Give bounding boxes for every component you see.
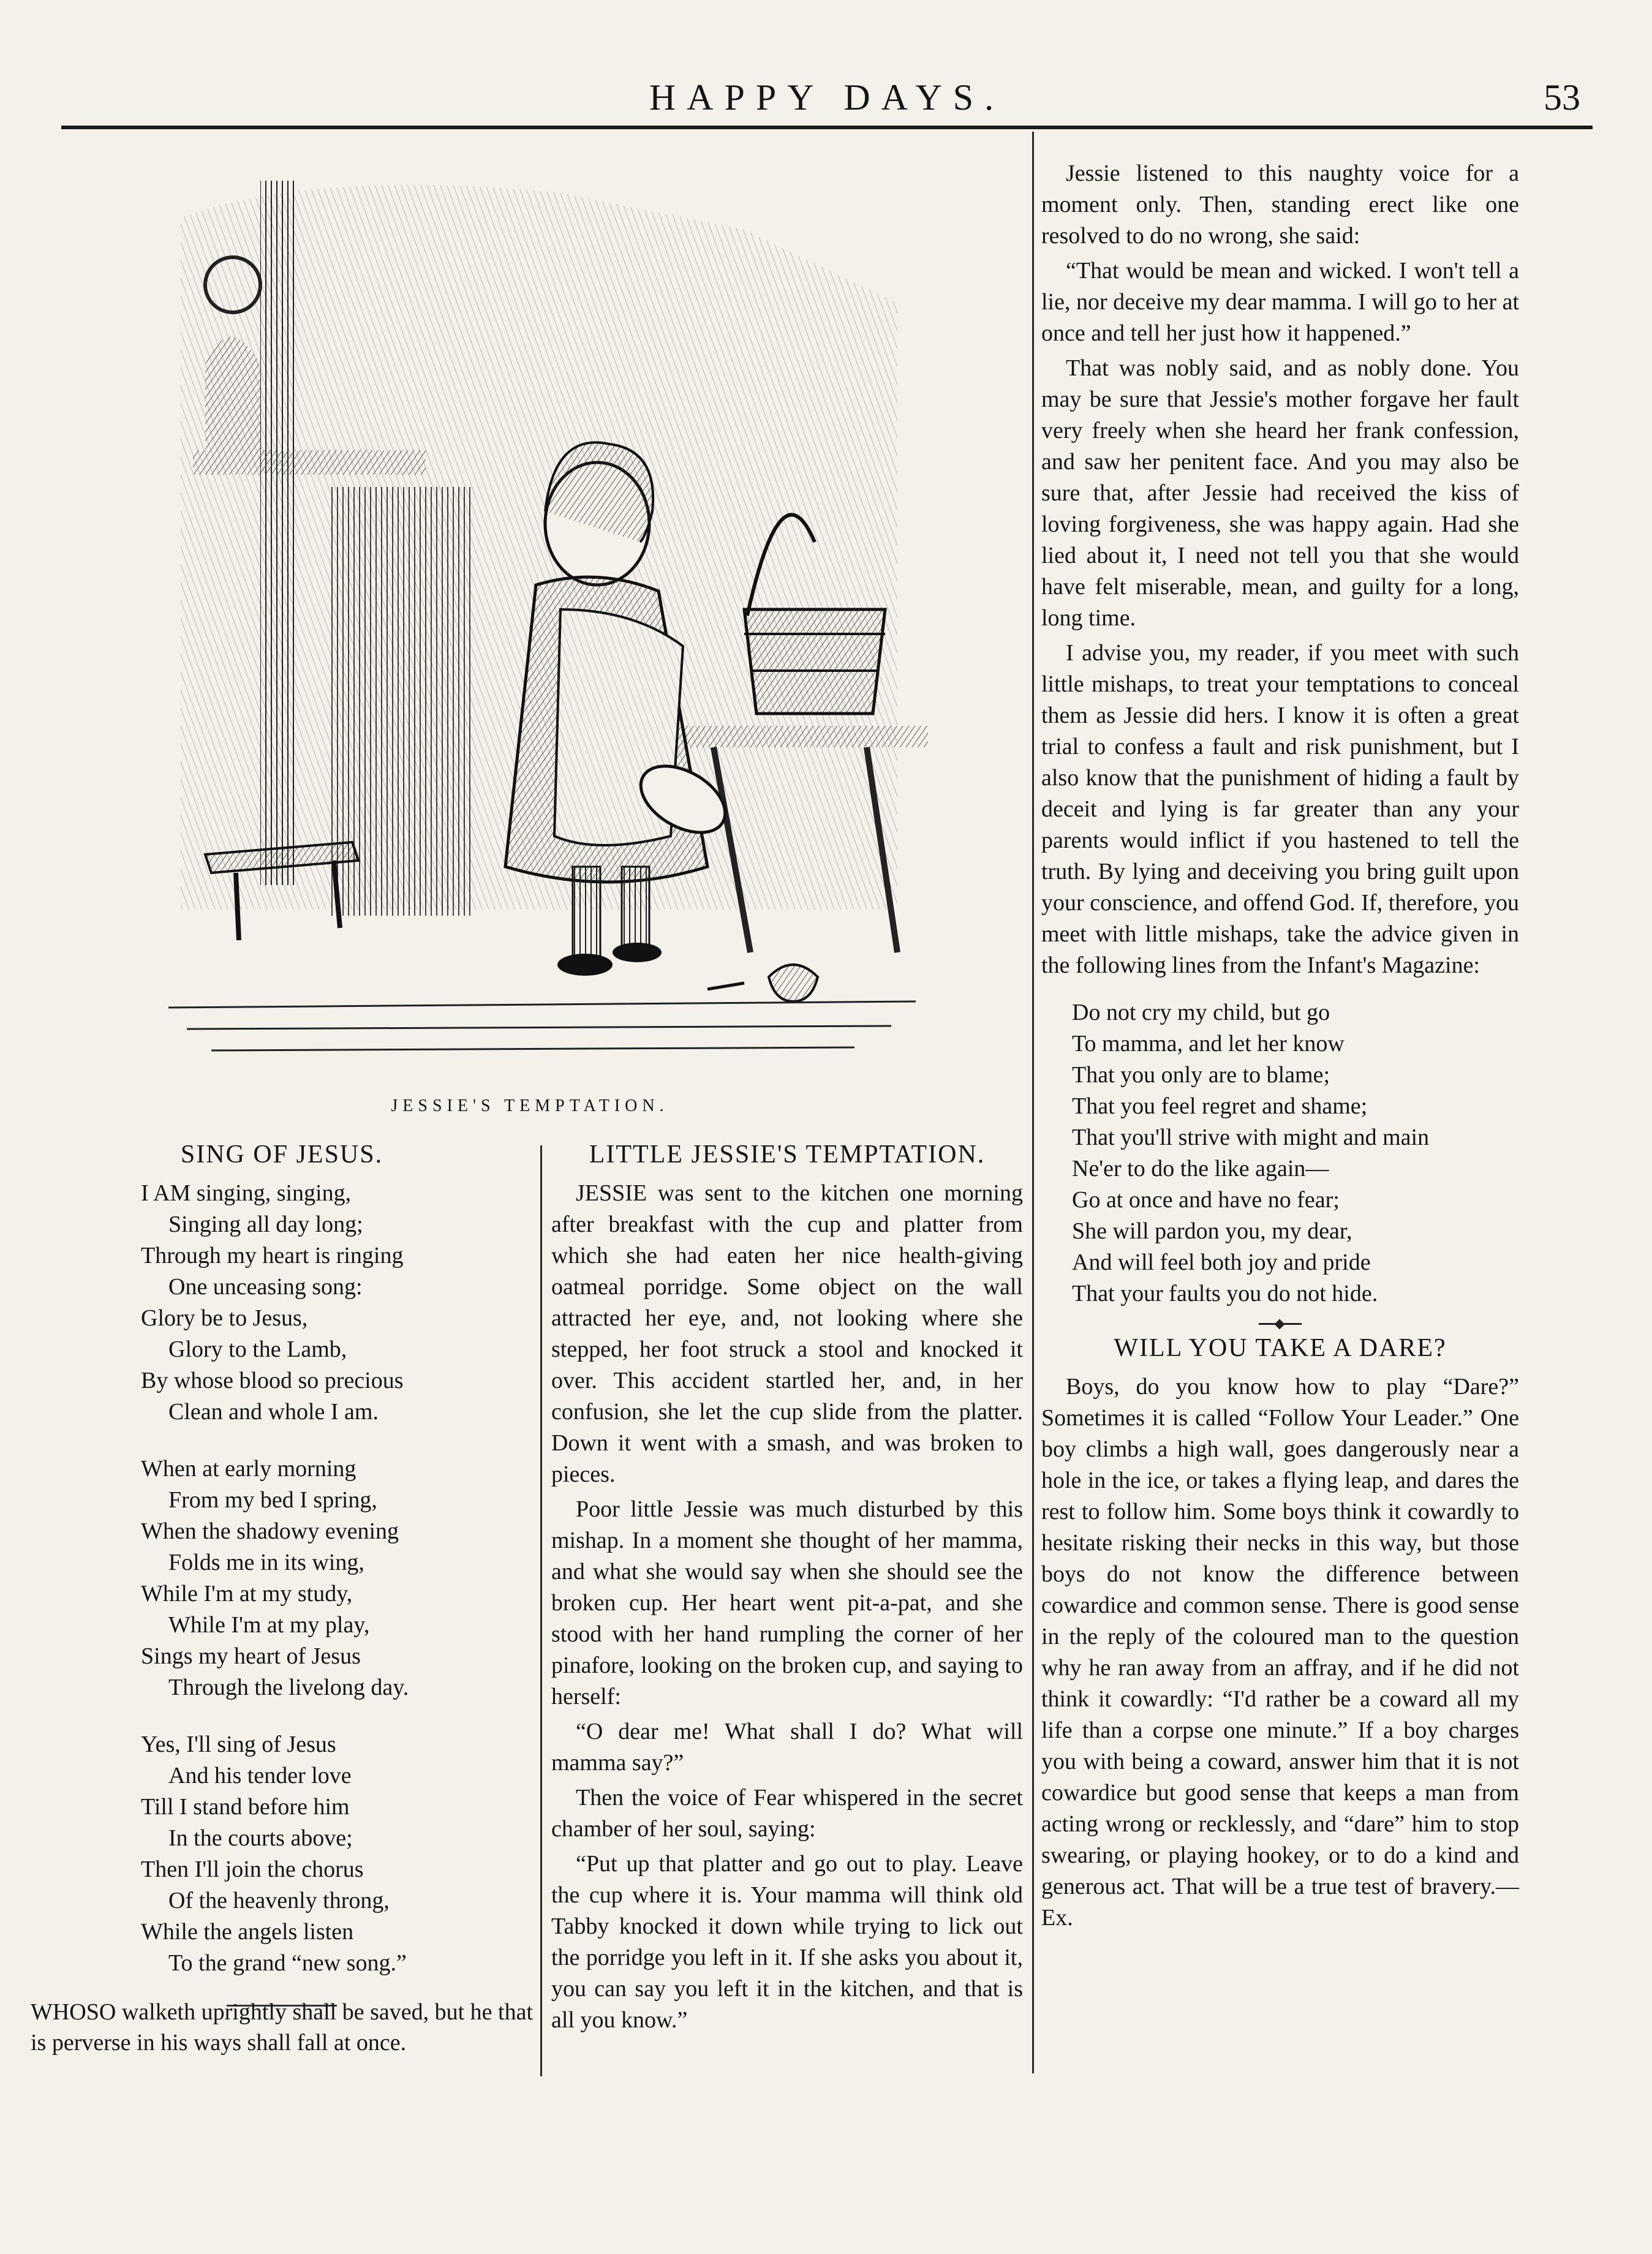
poem-line: To the grand “new song.” xyxy=(168,1950,407,1976)
poem-line: Till I stand before him xyxy=(141,1794,350,1820)
poem-line: That you feel regret and shame; xyxy=(1072,1093,1368,1119)
poem-line: While I'm at my study, xyxy=(141,1581,353,1607)
poem-line: Glory be to Jesus, xyxy=(141,1305,308,1331)
poem-line: And will feel both joy and pride xyxy=(1072,1250,1371,1275)
poem-line: By whose blood so precious xyxy=(141,1368,404,1393)
advice-poem xyxy=(1072,997,1519,1310)
poem-line: Clean and whole I am. xyxy=(168,1399,379,1425)
stanza xyxy=(141,1729,533,1979)
poem-line: That you only are to blame; xyxy=(1072,1062,1330,1088)
page-number: 53 xyxy=(1544,77,1580,118)
section-ornament xyxy=(1259,1321,1302,1327)
poem-line: Ne'er to do the like again— xyxy=(1072,1156,1329,1182)
poem-line: Do not cry my child, but go xyxy=(1072,1000,1330,1025)
article-heading: LITTLE JESSIE'S TEMPTATION. xyxy=(589,1140,986,1169)
poem-line: Sings my heart of Jesus xyxy=(141,1643,361,1669)
poem-line: Go at once and have no fear; xyxy=(1072,1187,1340,1213)
right-column xyxy=(1041,158,1519,1937)
stanza xyxy=(141,1453,533,1703)
poem-line: Through the livelong day. xyxy=(168,1675,409,1700)
column-rule-left xyxy=(540,1145,542,2076)
proverb: WHOSO walketh uprightly shall be saved, but he that is perverse in his ways shall fall at once. xyxy=(31,1999,534,2056)
engraving-illustration xyxy=(132,144,928,1075)
poem-line: Singing all day long; xyxy=(168,1212,363,1237)
poem-heading: SING OF JESUS. xyxy=(180,1140,383,1169)
dare-heading: WILL YOU TAKE A DARE? xyxy=(1114,1334,1447,1362)
paragraph: “Put up that platter and go out to play. Leave the cup where it is. Your mamma will think old Tabby knocked it down while trying to lick out the porridge you left in it. If she asks you about it, you can say you left it in the kitchen, and that is all you know.” xyxy=(551,1851,1023,2033)
stanza xyxy=(141,1178,533,1428)
poem-line: Glory to the Lamb, xyxy=(168,1336,347,1362)
poem-line: When at early morning xyxy=(141,1456,356,1482)
poem-line: Then I'll join the chorus xyxy=(141,1856,364,1882)
column-rule-right xyxy=(1032,132,1034,2073)
middle-column xyxy=(551,1139,1023,2040)
poem-line: When the shadowy evening xyxy=(141,1518,399,1544)
paragraph: “That would be mean and wicked. I won't tell a lie, nor deceive my dear mamma. I will go to her at once and tell her just how it happened.” xyxy=(1041,258,1519,346)
poem-line: Through my heart is ringing xyxy=(141,1243,404,1268)
running-head xyxy=(61,64,1593,126)
poem-line: Folds me in its wing, xyxy=(168,1550,364,1575)
paragraph: “O dear me! What shall I do? What will mamma say?” xyxy=(551,1719,1023,1776)
poem-line: I AM singing, singing, xyxy=(141,1180,352,1206)
sing-of-jesus-poem xyxy=(141,1178,533,1979)
poem-line: That you'll strive with might and main xyxy=(1072,1125,1430,1150)
poem-line: While the angels listen xyxy=(141,1919,354,1945)
paragraph: Jessie listened to this naughty voice for a moment only. Then, standing erect like one resolved to do no wrong, she said: xyxy=(1041,160,1519,249)
poem-line: That your faults you do not hide. xyxy=(1072,1281,1378,1306)
poem-line: Yes, I'll sing of Jesus xyxy=(141,1732,336,1757)
dare-body: Boys, do you know how to play “Dare?” Sometimes it is called “Follow Your Leader.” One boy climbs a high wall, goes dangerously near a hole in the ice, or takes a flying leap, and dares the rest to follow him. Some boys think it cowardly to hesitate risking their necks in this way, but those boys do not know the difference between cowardice and common sense. There is good sense in the reply of the coloured man to the question why he ran away from an affray, and if he did not think it cowardly: “I'd rather be a coward all my life than a corpse one minute.” If a boy charges you with being a coward, answer him that it is not cowardice but good sense that keeps a man from acting wrong or recklessly, and “dare” him to stop swearing, or playing hookey, or to do a kind and generous act. That will be a true test of bravery.—Ex. xyxy=(1041,1374,1519,1931)
poem-line: In the courts above; xyxy=(168,1825,353,1851)
poem-line: One unceasing song: xyxy=(168,1274,363,1300)
magazine-title: HAPPY DAYS. xyxy=(649,77,1005,118)
paragraph: JESSIE was sent to the kitchen one morning after breakfast with the cup and platter from which she had eaten her nice health-giving oatmeal porridge. Some object on the wall attracted her eye, and, not looking where she stepped, her foot struck a stool and knocked it over. This accident startled her, and, in her confusion, she let the cup slide from the platter. Down it went with a smash, and was broken to pieces. xyxy=(551,1180,1023,1487)
poem-line: She will pardon you, my dear, xyxy=(1072,1218,1352,1244)
poem-line: And his tender love xyxy=(168,1763,352,1789)
header-rule xyxy=(61,126,1593,129)
poem-line: From my bed I spring, xyxy=(168,1487,377,1513)
poem-line: While I'm at my play, xyxy=(168,1612,370,1638)
left-column xyxy=(31,1139,533,2015)
illustration-caption: JESSIE'S TEMPTATION. xyxy=(391,1096,669,1115)
paragraph: Poor little Jessie was much disturbed by this mishap. In a moment she thought of her mamma, and what she would say when she should see the broken cup. Her heart went pit-a-pat, and she stood with her hand rumpling the corner of her pinafore, looking on the broken cup, and saying to herself: xyxy=(551,1496,1023,1709)
paragraph: I advise you, my reader, if you meet with such little mishaps, to treat your temptations to conceal them as Jessie did hers. I know it is often a great trial to confess a fault and risk punishment, but I also know that the punishment of hiding a fault by deceit and lying is far greater than any your parents would inflict if you hastened to tell the truth. By lying and deceiving you bring guilt upon your conscience, and offend God. If, therefore, you meet with little mishaps, take the advice given in the following lines from the Infant's Magazine: xyxy=(1041,640,1519,978)
poem-line: To mamma, and let her know xyxy=(1072,1031,1345,1057)
paragraph: That was nobly said, and as nobly done. You may be sure that Jessie's mother forgave her fault very freely when she heard her frank confession, and saw her penitent face. And you may also be sure that, after Jessie had received the kiss of loving forgiveness, she was happy again. Had she lied about it, I need not tell you that she would have felt miserable, mean, and guilty for a long, long time. xyxy=(1041,355,1519,631)
paragraph: Then the voice of Fear whispered in the secret chamber of her soul, saying: xyxy=(551,1785,1023,1842)
poem-line: Of the heavenly throng, xyxy=(168,1888,390,1913)
